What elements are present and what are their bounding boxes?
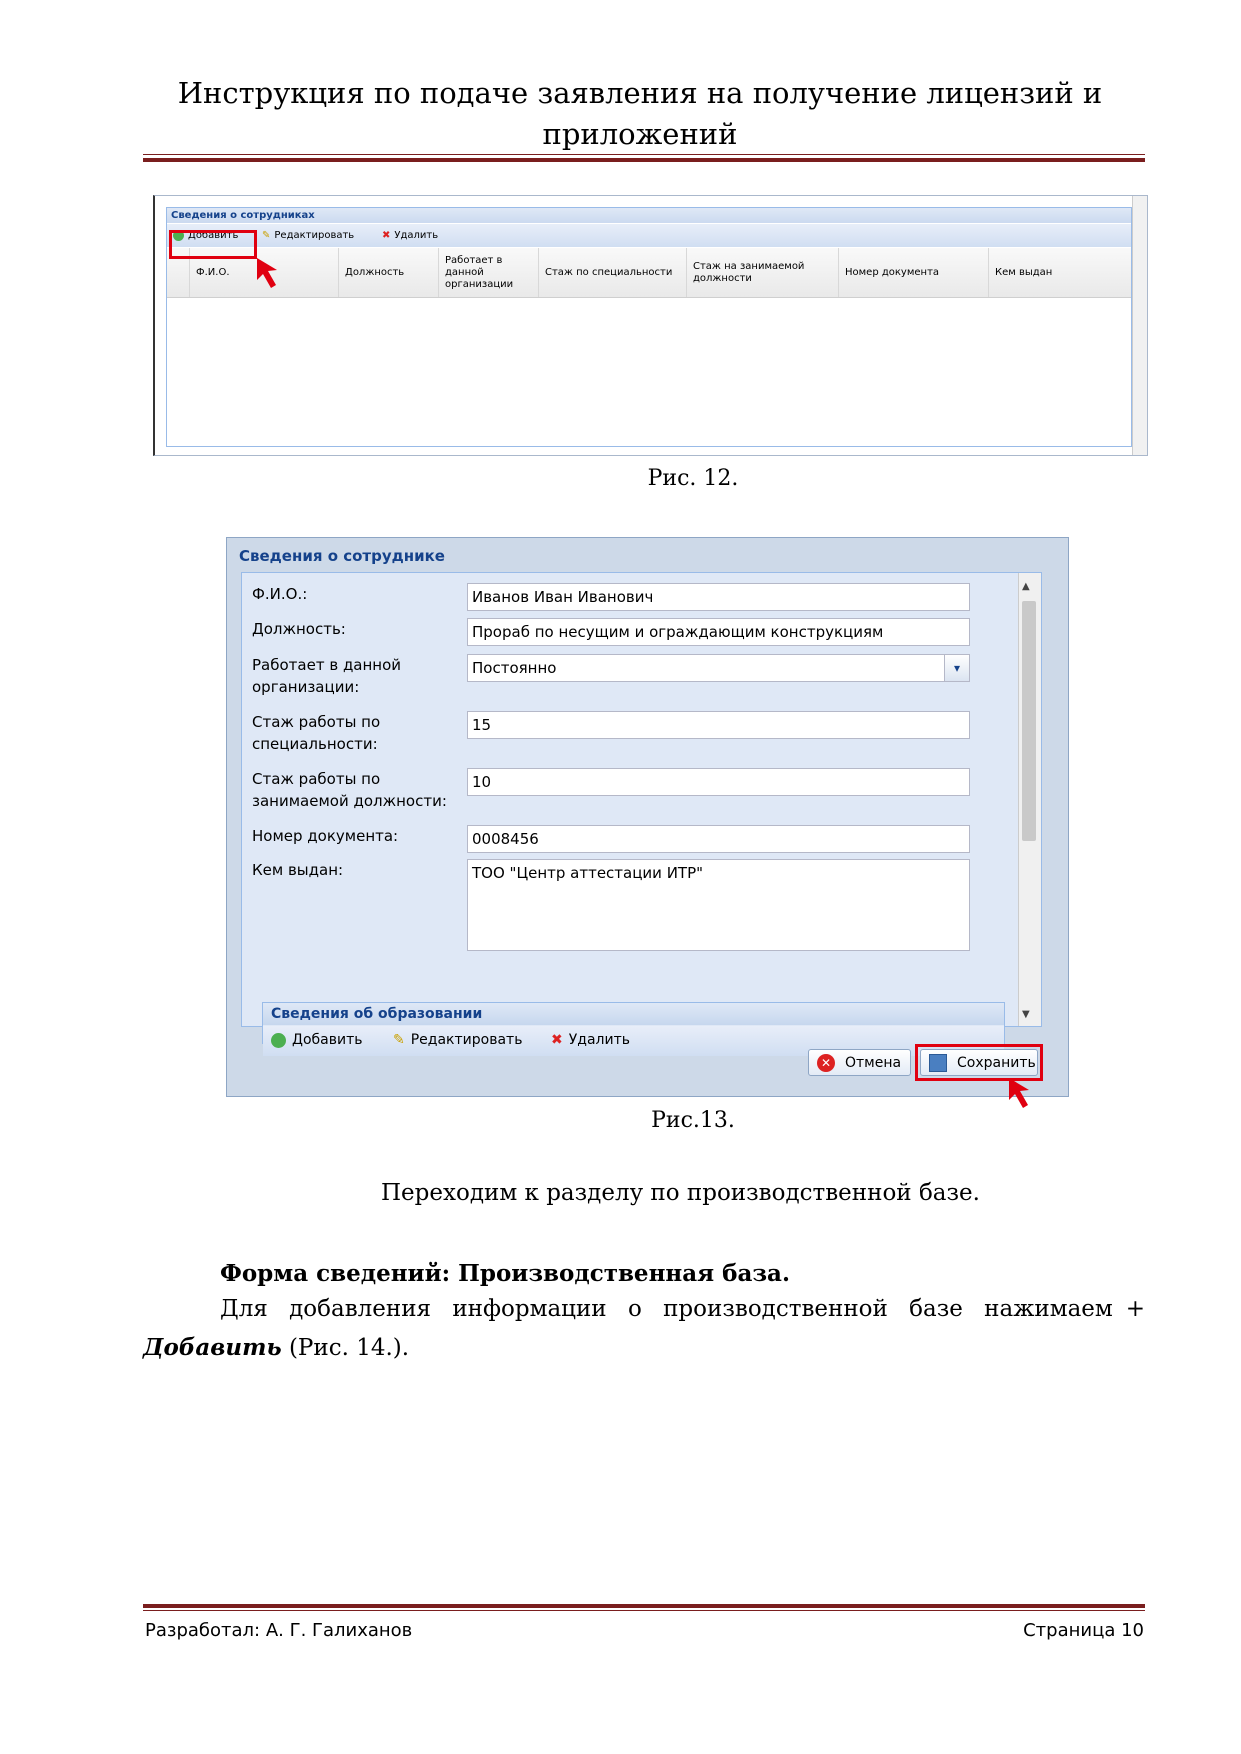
document-number-label: Номер документа: [252, 827, 399, 845]
paragraph-instruction [220, 1296, 1145, 1322]
figure-12-caption: Рис. 12. [647, 466, 739, 491]
education-delete-button[interactable] [551, 1032, 630, 1048]
pointer-arrow-icon [1007, 1076, 1037, 1110]
add-icon [271, 1033, 286, 1048]
education-edit-label: Редактировать [410, 1032, 523, 1048]
education-panel [262, 1002, 1005, 1048]
column-header[interactable]: Номер документа [839, 248, 989, 297]
cancel-button[interactable] [808, 1049, 911, 1076]
footer-author: Разработал: А. Г. Галиханов [145, 1620, 413, 1641]
position-experience-field[interactable]: 10 [467, 768, 970, 796]
education-panel-title: Сведения об образовании [263, 1003, 1004, 1025]
title-line-2: приложений [542, 117, 738, 151]
column-header[interactable]: Кем выдан [995, 266, 1053, 278]
document-title [140, 73, 1140, 155]
figure-12-screenshot [153, 195, 1148, 456]
header-rule-thin [143, 154, 1145, 155]
panel-title: Сведения о сотрудниках [167, 208, 1131, 223]
fio-field[interactable]: Иванов Иван Иванович [467, 583, 970, 611]
pencil-icon: ✎ [262, 230, 271, 241]
dialog-form [241, 572, 1042, 1048]
works-combo[interactable] [467, 654, 970, 682]
paragraph-transition: Переходим к разделу по производственной базе. [381, 1180, 980, 1206]
education-edit-button[interactable] [393, 1032, 522, 1048]
works-value: Постоянно [472, 659, 557, 677]
cancel-icon: ✕ [817, 1054, 835, 1072]
education-delete-label: Удалить [568, 1032, 630, 1048]
figure-13-screenshot [226, 537, 1069, 1097]
column-header[interactable]: Ф.И.О. [190, 248, 339, 297]
edit-button[interactable] [262, 228, 354, 243]
pencil-icon: ✎ [393, 1032, 405, 1048]
paragraph-instruction-end [143, 1334, 409, 1361]
delete-icon: ✖ [382, 230, 391, 241]
plus-sign: + [1125, 1296, 1145, 1322]
pointer-arrow-icon [255, 256, 285, 290]
issued-by-textarea[interactable]: ТОО "Центр аттестации ИТР" [467, 859, 970, 951]
figure-reference: (Рис. 14.). [281, 1335, 410, 1361]
vertical-scrollbar[interactable] [1132, 196, 1147, 455]
cancel-label: Отмена [845, 1055, 902, 1071]
highlight-box [169, 230, 257, 259]
position-field[interactable]: Прораб по несущим и ограждающим конструкциям [467, 618, 970, 646]
issued-by-label: Кем выдан: [252, 861, 344, 879]
fio-label: Ф.И.О.: [252, 585, 308, 603]
footer-rule-thin [143, 1610, 1145, 1611]
dialog-title: Сведения о сотруднике [239, 547, 445, 565]
spec-experience-field[interactable]: 15 [467, 711, 970, 739]
column-header[interactable]: Стаж на занимаемой должности [687, 248, 839, 297]
footer-page-number: Страница 10 [1023, 1620, 1144, 1641]
scrollbar-thumb[interactable] [1022, 601, 1036, 841]
spec-experience-label: Стаж работы по специальности: [252, 713, 381, 753]
position-label: Должность: [252, 620, 346, 638]
instruction-text: Для добавления информации о производственной базе нажимаем [220, 1296, 1113, 1322]
works-label: Работает в данной организации: [252, 656, 402, 696]
footer-rule-thick [143, 1604, 1145, 1608]
education-add-button[interactable] [271, 1032, 362, 1048]
delete-icon: ✖ [551, 1032, 563, 1048]
education-add-label: Добавить [292, 1032, 363, 1048]
chevron-down-icon[interactable]: ▾ [944, 655, 969, 681]
section-heading: Форма сведений: Производственная база. [220, 1260, 790, 1287]
employees-grid-panel [166, 207, 1132, 447]
column-header[interactable]: Стаж по специальности [539, 248, 687, 297]
edit-label: Редактировать [274, 230, 355, 241]
delete-label: Удалить [394, 230, 439, 241]
add-reference: Добавить [143, 1334, 282, 1361]
delete-button[interactable] [382, 228, 438, 243]
title-line-1: Инструкция по подаче заявления на получение лицензий и [177, 76, 1103, 110]
position-experience-label: Стаж работы по занимаемой должности: [252, 770, 447, 810]
scroll-up-icon[interactable]: ▲ [1022, 581, 1030, 592]
figure-13-caption: Рис.13. [651, 1108, 735, 1133]
vertical-scrollbar[interactable] [1018, 573, 1041, 1026]
document-number-field[interactable]: 0008456 [467, 825, 970, 853]
column-header[interactable]: Должность [339, 248, 439, 297]
save-label: Сохранить [957, 1055, 1036, 1071]
grid-header [167, 248, 1131, 298]
header-rule-thick [143, 158, 1145, 162]
add-label: Добавить [188, 230, 239, 241]
column-header[interactable]: Работает в данной организации [439, 248, 539, 297]
scroll-down-icon[interactable]: ▼ [1022, 1009, 1030, 1020]
grid-toolbar [167, 224, 1131, 247]
